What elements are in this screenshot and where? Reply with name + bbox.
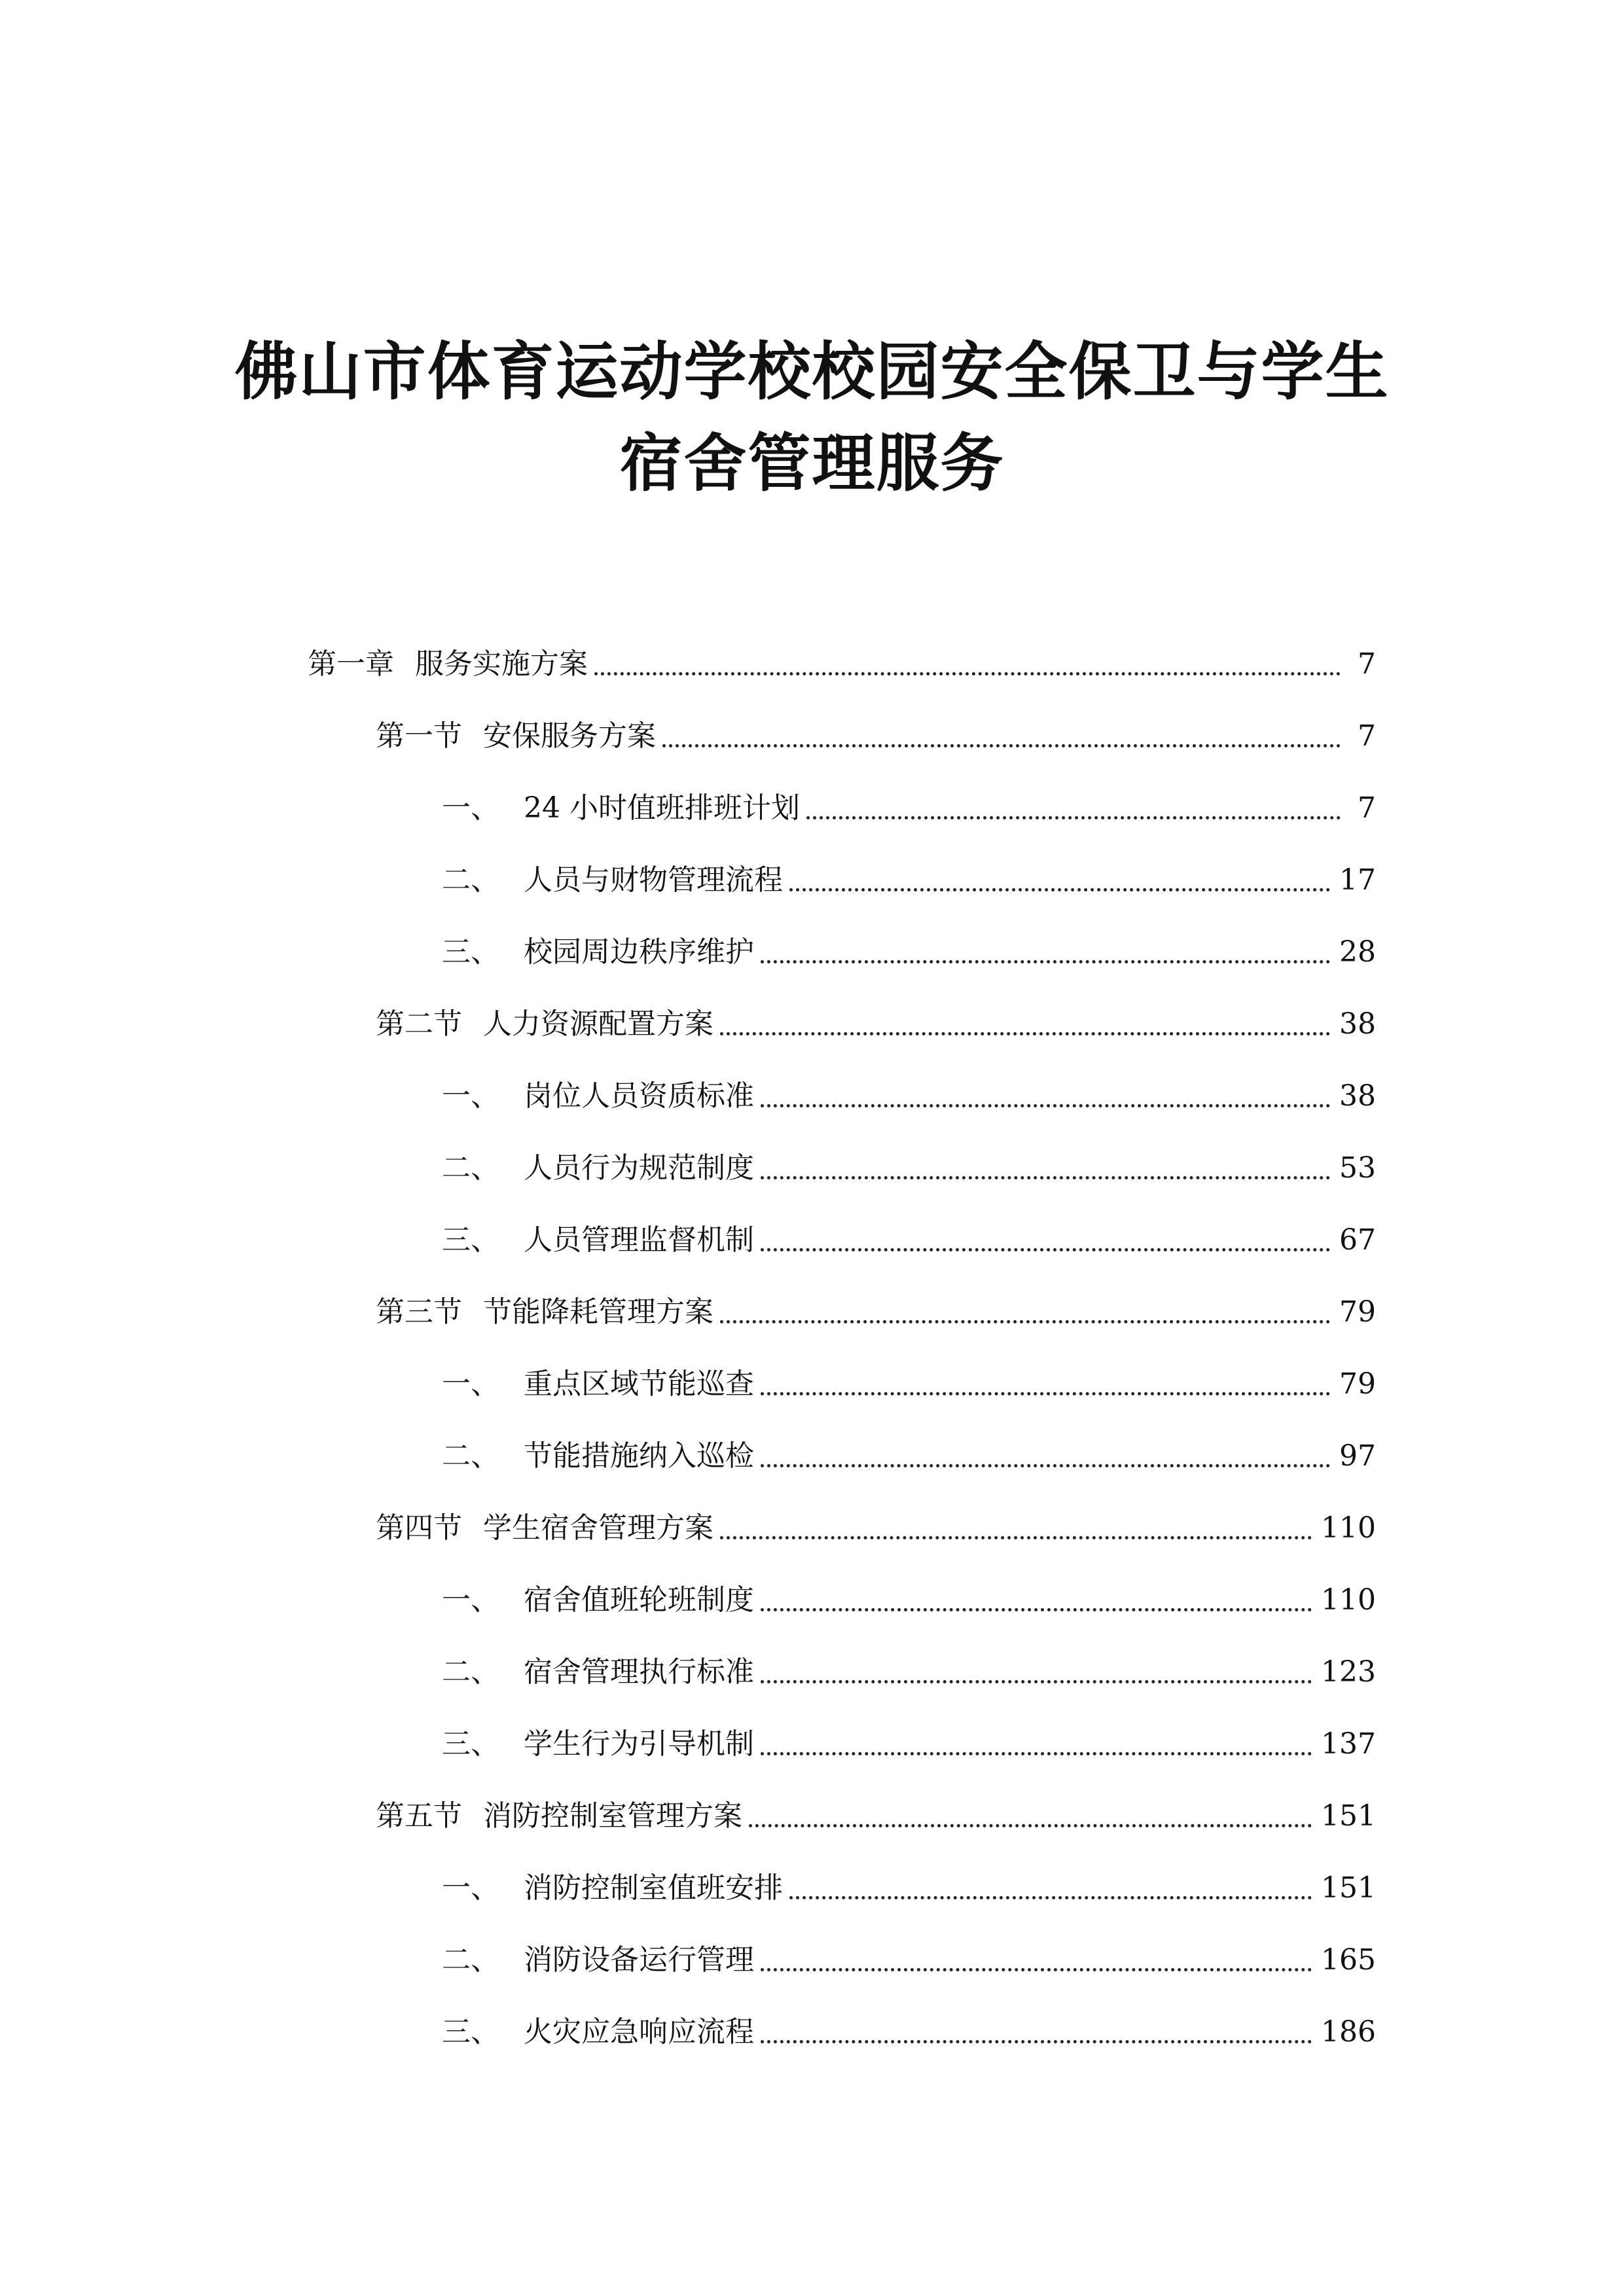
toc-entry-number: 一、	[442, 791, 499, 825]
toc-page-number: 67	[1339, 1223, 1376, 1257]
toc-page-number: 53	[1339, 1151, 1376, 1185]
toc-dot-leader	[761, 960, 1330, 963]
toc-dot-leader	[761, 1248, 1330, 1251]
toc-item-2-1[interactable]	[442, 1073, 1376, 1119]
toc-item-2-3[interactable]	[442, 1217, 1376, 1263]
toc-entry-title: 学生行为引导机制	[524, 1727, 754, 1761]
toc-item-5-1[interactable]	[442, 1865, 1376, 1911]
toc-dot-leader	[720, 1536, 1312, 1539]
toc-section-4[interactable]	[376, 1505, 1376, 1551]
toc-dot-leader	[806, 816, 1341, 819]
toc-entry-title: 岗位人员资质标准	[524, 1079, 754, 1113]
toc-dot-leader	[761, 1968, 1312, 1971]
toc-dot-leader	[720, 1320, 1330, 1323]
toc-entry-title: 人员管理监督机制	[524, 1223, 754, 1257]
toc-dot-leader	[761, 1680, 1312, 1683]
toc-entry-number: 三、	[442, 2015, 499, 2049]
toc-entry-title: 节能降耗管理方案	[483, 1295, 713, 1329]
toc-entry-number: 第一节	[376, 719, 462, 753]
toc-entry-title: 校园周边秩序维护	[524, 935, 754, 969]
toc-item-3-1[interactable]	[442, 1361, 1376, 1407]
toc-entry-number: 第二节	[376, 1007, 462, 1041]
toc-item-4-2[interactable]	[442, 1649, 1376, 1695]
toc-dot-leader	[662, 744, 1341, 747]
toc-entry-number: 二、	[442, 1943, 499, 1977]
toc-page-number: 38	[1339, 1079, 1376, 1113]
toc-page-number: 186	[1321, 2015, 1376, 2049]
toc-section-3[interactable]	[376, 1289, 1376, 1335]
toc-entry-number: 三、	[442, 1727, 499, 1761]
toc-entry-number: 第四节	[376, 1511, 462, 1545]
toc-entry-number: 二、	[442, 1655, 499, 1689]
toc-entry-number: 一、	[442, 1079, 499, 1113]
toc-dot-leader	[761, 1752, 1312, 1755]
toc-entry-title: 消防控制室值班安排	[524, 1871, 783, 1905]
toc-item-4-3[interactable]	[442, 1721, 1376, 1767]
toc-page-number: 137	[1321, 1727, 1376, 1761]
toc-entry-title: 人员与财物管理流程	[524, 863, 783, 897]
toc-page-number: 7	[1358, 647, 1376, 681]
toc-chapter-1[interactable]	[308, 641, 1376, 687]
document-title-line-1: 佛山市体育运动学校校园安全保卫与学生	[234, 334, 1390, 408]
toc-entry-number: 二、	[442, 1439, 499, 1473]
toc-dot-leader	[749, 1824, 1312, 1827]
toc-page-number: 79	[1339, 1367, 1376, 1401]
toc-dot-leader	[789, 888, 1330, 891]
toc-page-number: 151	[1321, 1799, 1376, 1833]
toc-entry-number: 二、	[442, 1151, 499, 1185]
toc-entry-title: 宿舍值班轮班制度	[524, 1583, 754, 1617]
toc-dot-leader	[761, 2040, 1312, 2043]
toc-item-1-3[interactable]	[442, 929, 1376, 975]
toc-page-number: 110	[1321, 1583, 1376, 1617]
toc-item-5-3[interactable]	[442, 2009, 1376, 2055]
toc-entry-title: 服务实施方案	[415, 647, 588, 681]
toc-entry-title: 人员行为规范制度	[524, 1151, 754, 1185]
toc-section-2[interactable]	[376, 1001, 1376, 1047]
toc-entry-title: 火灾应急响应流程	[524, 2015, 754, 2049]
toc-page-number: 79	[1339, 1295, 1376, 1329]
toc-dot-leader	[761, 1176, 1330, 1179]
toc-entry-title: 消防设备运行管理	[524, 1943, 754, 1977]
toc-page-number: 28	[1339, 935, 1376, 969]
toc-entry-title: 宿舍管理执行标准	[524, 1655, 754, 1689]
toc-entry-title: 节能措施纳入巡检	[524, 1439, 754, 1473]
toc-dot-leader	[594, 672, 1341, 675]
toc-entry-number: 第一章	[308, 647, 394, 681]
toc-entry-title: 24 小时值班排班计划	[524, 791, 800, 825]
toc-entry-number: 一、	[442, 1871, 499, 1905]
toc-item-1-1[interactable]	[442, 785, 1376, 831]
toc-page-number: 38	[1339, 1007, 1376, 1041]
toc-page-number: 17	[1339, 863, 1376, 897]
toc-page-number: 151	[1321, 1871, 1376, 1905]
toc-page-number: 110	[1321, 1511, 1376, 1545]
toc-item-2-2[interactable]	[442, 1145, 1376, 1191]
toc-item-4-1[interactable]	[442, 1577, 1376, 1623]
toc-section-5[interactable]	[376, 1793, 1376, 1839]
toc-dot-leader	[789, 1896, 1312, 1899]
toc-entry-title: 重点区域节能巡查	[524, 1367, 754, 1401]
toc-page-number: 123	[1321, 1655, 1376, 1689]
toc-entry-number: 三、	[442, 1223, 499, 1257]
toc-entry-number: 三、	[442, 935, 499, 969]
toc-item-1-2[interactable]	[442, 857, 1376, 903]
toc-page-number: 7	[1358, 791, 1376, 825]
document-title-line-2: 宿舍管理服务	[619, 426, 1005, 500]
toc-entry-title: 消防控制室管理方案	[483, 1799, 742, 1833]
toc-dot-leader	[761, 1104, 1330, 1107]
toc-entry-title: 安保服务方案	[483, 719, 656, 753]
toc-item-3-2[interactable]	[442, 1433, 1376, 1479]
toc-entry-number: 一、	[442, 1583, 499, 1617]
toc-page-number: 165	[1321, 1943, 1376, 1977]
toc-entry-number: 一、	[442, 1367, 499, 1401]
toc-page-number: 7	[1358, 719, 1376, 753]
toc-entry-number: 第五节	[376, 1799, 462, 1833]
toc-dot-leader	[761, 1464, 1330, 1467]
toc-dot-leader	[720, 1032, 1330, 1035]
toc-dot-leader	[761, 1608, 1312, 1611]
toc-page-number: 97	[1339, 1439, 1376, 1473]
toc-entry-number: 第三节	[376, 1295, 462, 1329]
toc-entry-title: 学生宿舍管理方案	[483, 1511, 713, 1545]
toc-section-1[interactable]	[376, 713, 1376, 759]
toc-entry-number: 二、	[442, 863, 499, 897]
toc-entry-title: 人力资源配置方案	[483, 1007, 713, 1041]
toc-dot-leader	[761, 1392, 1330, 1395]
toc-item-5-2[interactable]	[442, 1937, 1376, 1983]
